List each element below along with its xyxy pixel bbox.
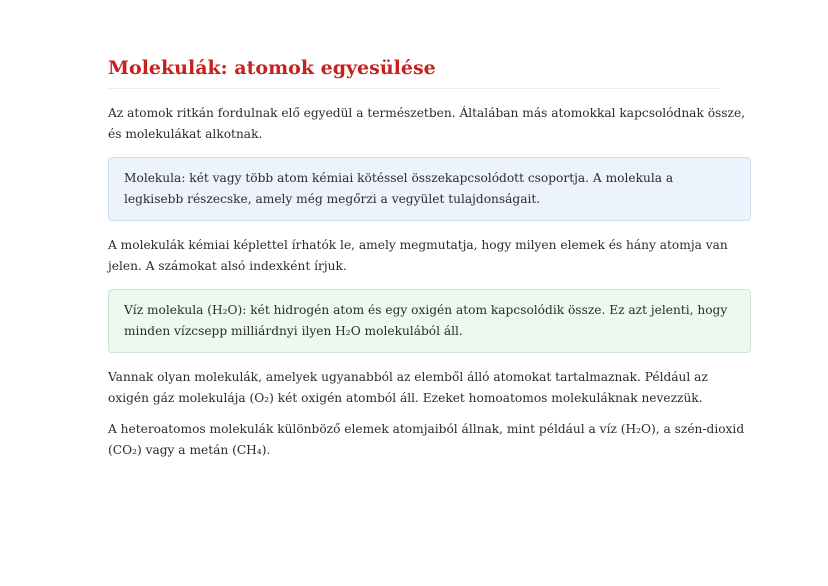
intro-paragraph: Az atomok ritkán fordulnak elő egyedül a természetben. Általában más atomokkal kapcsolódnak össze, és molekulákat alkotnak. [108,106,746,141]
homoatomic-paragraph: Vannak olyan molekulák, amelyek ugyanabból az elemből álló atomokat tartalmaznak. Például az oxigén gáz molekulája (O₂) két oxigén atomból áll. Ezeket homoatomos molekuláknak nevezzük. [108,370,708,405]
definition-box: Molekula: két vagy több atom kémiai kötéssel összekapcsolódott csoportja. A molekula a legkisebb részecske, amely még megőrzi a vegyület tulajdonságait. [108,157,751,221]
article [108,52,751,461]
formula-paragraph: A molekulák kémiai képlettel írhatók le, amely megmutatja, hogy milyen elemek és hány atomja van jelen. A számokat alsó indexként írjuk. [108,238,728,273]
heteroatomic-paragraph: A heteroatomos molekulák különböző elemek atomjaiból állnak, mint például a víz (H₂O), a szén-dioxid (CO₂) vagy a metán (CH₄). [108,422,745,457]
example-box: Víz molekula (H₂O): két hidrogén atom és egy oxigén atom kapcsolódik össze. Ez azt jelenti, hogy minden vízcsepp milliárdnyi ilyen H₂O molekulából áll. [108,289,751,353]
page-title: Molekulák: atomok egyesülése [108,52,720,89]
